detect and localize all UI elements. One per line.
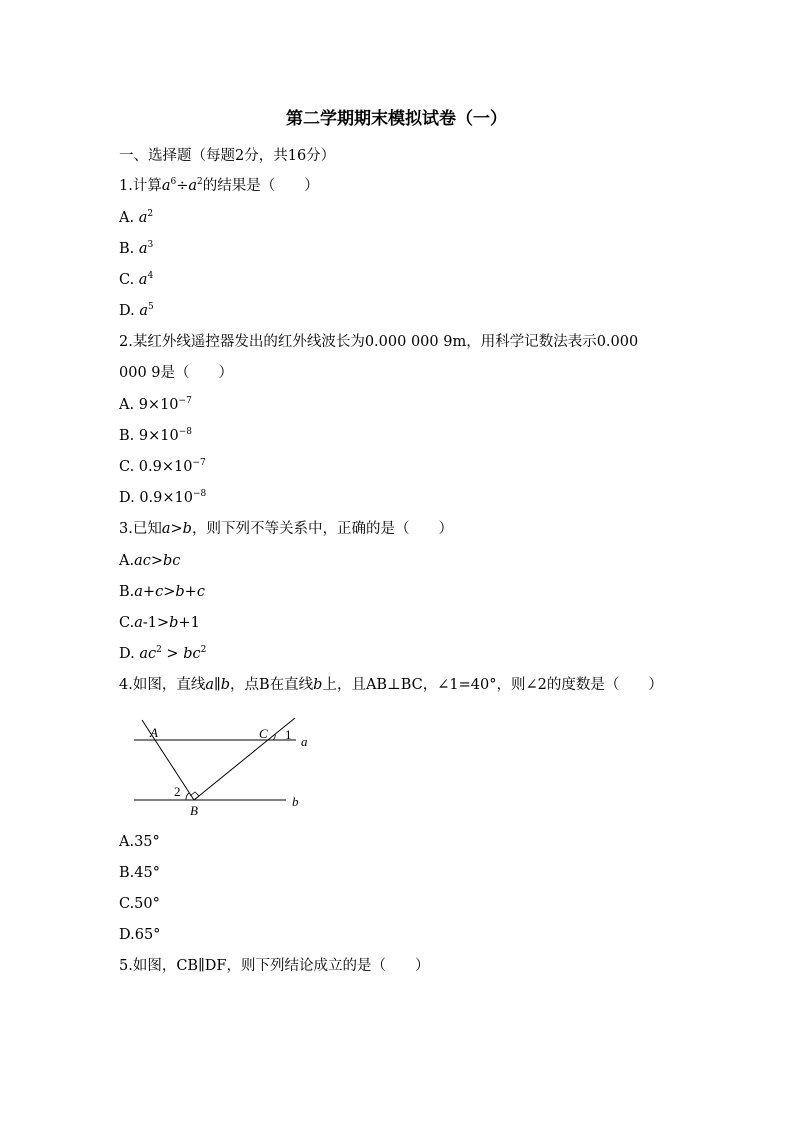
question-2-stem-line1: 2.某红外线遥控器发出的红外线波长为0.000 000 9m，用科学记数法表示0.000 — [119, 334, 639, 350]
label-c-point: C — [259, 726, 268, 741]
q4-option-a[interactable]: A.35° — [119, 834, 160, 850]
q3-option-c[interactable]: C.a-1>b+1 — [119, 615, 200, 631]
section-heading: 一、选择题（每题2分，共16分） — [119, 148, 336, 164]
question-4-stem: 4.如图，直线a∥b，点B在直线b上，且AB⊥BC，∠1=40°，则∠2的度数是（ ） — [119, 677, 663, 693]
page-title: 第二学期期末模拟试卷（一） — [286, 109, 507, 129]
q3-option-d[interactable]: D. $ac^2 > bc^2$ — [119, 645, 207, 662]
question-5-stem: 5.如图，CB∥DF，则下列结论成立的是（ ） — [119, 958, 430, 974]
label-b-point: B — [190, 803, 198, 818]
label-line-a: a — [301, 734, 308, 749]
label-a-point: A — [150, 725, 158, 740]
q2-option-b[interactable]: B. $9\times 10^{-8}$ — [119, 427, 192, 444]
q4-option-d[interactable]: D.65° — [119, 927, 161, 943]
q4-option-c[interactable]: C.50° — [119, 896, 160, 912]
q2-option-a[interactable]: A. $9\times 10^{-7}$ — [119, 396, 192, 413]
q2-option-d[interactable]: D. $0.9\times 10^{-8}$ — [119, 489, 207, 506]
question-1-stem: 1.计算$a^6\div a^2$的结果是（ ） — [119, 177, 319, 194]
question-2-stem-line2: 000 9是（ ） — [119, 365, 234, 381]
q3-option-a[interactable]: A.ac>bc — [119, 553, 181, 569]
label-angle-2: 2 — [174, 784, 181, 799]
angle-2-arc — [186, 793, 189, 800]
q4-option-b[interactable]: B.45° — [119, 865, 160, 881]
segment-bc — [194, 718, 295, 800]
label-line-b: b — [292, 794, 299, 809]
q1-option-a[interactable]: A. $a^2$ — [119, 209, 154, 226]
q1-option-b[interactable]: B. $a^3$ — [119, 240, 154, 257]
question-3-stem: 3.已知a>b，则下列不等关系中，正确的是（ ） — [119, 521, 453, 537]
q1-option-d[interactable]: D. $a^5$ — [119, 302, 154, 319]
label-angle-1: 1 — [285, 727, 292, 742]
q3-option-b[interactable]: B.a+c>b+c — [119, 584, 205, 600]
q1-option-c[interactable]: C. $a^4$ — [119, 271, 154, 288]
q2-option-c[interactable]: C. $0.9\times 10^{-7}$ — [119, 458, 206, 475]
parallel-lines-figure — [128, 712, 328, 822]
